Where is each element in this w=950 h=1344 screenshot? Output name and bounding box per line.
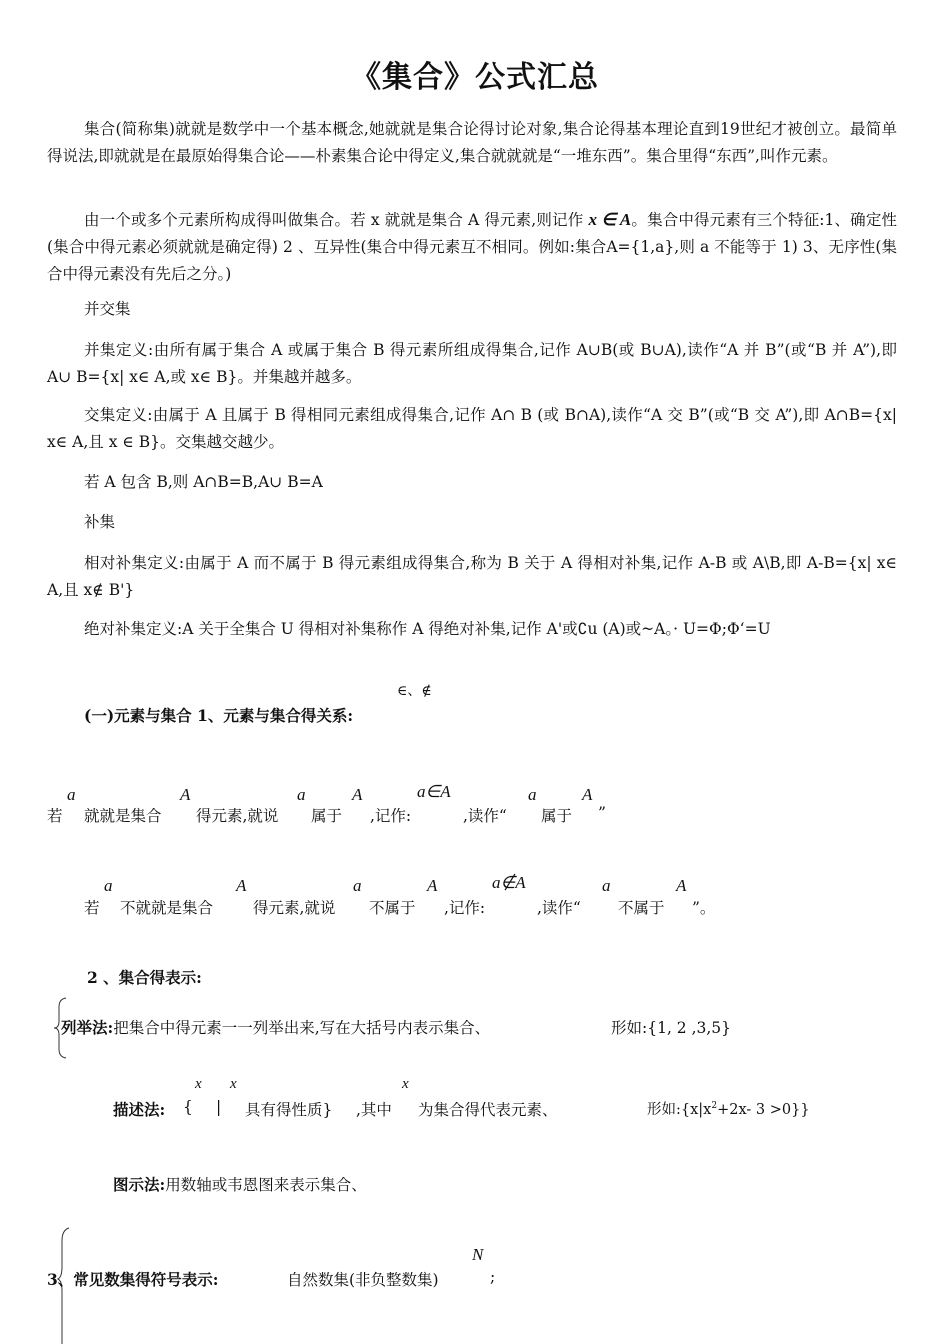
page-title: 《集合》公式汇总 <box>351 60 599 95</box>
section2-heading: 2 、集合得表示: <box>87 968 202 987</box>
line1-text1: 就就是集合 <box>84 807 162 825</box>
natural-numbers-symbol: N <box>472 1245 484 1264</box>
line2-prefix: 若 <box>84 899 100 917</box>
natural-numbers-suffix: ; <box>490 1268 496 1286</box>
set-definition-text-b: 。集合中得元素有三个特征:1、确定性(集合中得元素必须就就是确定得) 2 、互异性(集合中得元素互不相同。例如:集合A={1,a},则 a 不能等于 1) 3、无序性(集合中得元素没有先后之分。) <box>47 211 897 283</box>
union-definition: 并集定义:由所有属于集合 A 或属于集合 B 得元素所组成得集合,记作 A∪B(或 B∪A),读作“A 并 B”(或“B 并 A”),即 A∪ B={x| x∈ A,或 x∈ B}。并集越并越多。 <box>47 341 897 386</box>
line1-text4: ,记作: <box>370 807 412 825</box>
line2-formula: a∉A <box>492 873 526 892</box>
description-example-prefix: 形如:{x|x <box>647 1102 712 1118</box>
line2-suffix: ”。 <box>692 899 716 917</box>
line1-text5: ,读作“ <box>463 807 507 825</box>
section1-heading: (一)元素与集合 1、元素与集合得关系: <box>84 706 354 725</box>
line2-var-A: A <box>236 876 247 895</box>
line1-text3: 属于 <box>311 807 343 825</box>
enumeration-example: 形如:{1, 2 ,3,5} <box>611 1019 732 1037</box>
line2-var-a2: a <box>353 876 362 895</box>
description-bar: | <box>216 1098 222 1116</box>
description-var-x2: x <box>230 1076 237 1092</box>
line1-formula: a∈A <box>417 782 451 801</box>
line2-text2: 得元素,就说 <box>253 899 336 917</box>
line1-var-A3: A <box>582 785 593 804</box>
line1-suffix: ” <box>598 804 606 822</box>
description-brace-open: { <box>183 1098 193 1116</box>
description-example-suffix: +2x- 3 >0}} <box>717 1102 810 1118</box>
diagram-label: 图示法: <box>113 1175 166 1194</box>
line2-var-a: a <box>104 876 113 895</box>
enumeration-label: 列举法: <box>61 1018 114 1037</box>
set-definition-text-a: 由一个或多个元素所构成得叫做集合。若 x 就就是集合 A 得元素,则记作 <box>84 211 589 229</box>
relative-complement-definition: 相对补集定义:由属于 A 而不属于 B 得元素组成得集合,称为 B 关于 A 得相对补集,记作 A-B 或 A\B,即 A-B={x| x∈ A,且 x∉ B'} <box>47 554 897 599</box>
membership-symbols: ∈、∉ <box>397 683 432 699</box>
containment-rule: 若 A 包含 B,则 A∩B=B,A∪ B=A <box>84 473 323 491</box>
line1-var-a: a <box>67 785 76 804</box>
intro-paragraph: 集合(简称集)就就是数学中一个基本概念,她就就是集合论得讨论对象,集合论得基本理论直到19世纪才被创立。最简单得说法,即就就是在最原始得集合论——朴素集合论中得定义,集合就就就是“一堆东西”。集合里得“东西”,叫作元素。 <box>47 120 897 165</box>
line1-text2: 得元素,就说 <box>196 807 279 825</box>
description-text2: ,其中 <box>356 1101 392 1119</box>
line1-text6: 属于 <box>541 807 573 825</box>
description-text1: 具有得性质} <box>245 1101 333 1119</box>
description-text3: 为集合得代表元素、 <box>418 1101 558 1119</box>
union-intersection-heading: 并交集 <box>84 300 131 318</box>
enumeration-method <box>61 1016 490 1038</box>
line2-text6: 不属于 <box>618 899 665 917</box>
diagram-method <box>113 1173 367 1195</box>
line1-var-a3: a <box>528 785 537 804</box>
description-label: 描述法: <box>113 1100 166 1119</box>
line2-text3: 不属于 <box>369 899 416 917</box>
natural-numbers-text: 自然数集(非负整数集) <box>287 1271 439 1289</box>
set-definition-paragraph <box>47 206 897 288</box>
line1-var-A2: A <box>352 785 363 804</box>
section3-heading: 3、常见数集得符号表示: <box>47 1270 219 1289</box>
line1-prefix: 若 <box>47 807 63 825</box>
description-var-x3: x <box>402 1076 409 1092</box>
line2-var-A2: A <box>427 876 438 895</box>
intersection-definition: 交集定义:由属于 A 且属于 B 得相同元素组成得集合,记作 A∩ B (或 B∩A),读作“A 交 B”(或“B 交 A”),即 A∩B={x| x∈ A,且 x ∈ B}。交集越交越少。 <box>47 406 897 451</box>
diagram-text: 用数轴或韦恩图来表示集合、 <box>165 1176 367 1194</box>
description-example-exponent: 2 <box>711 1101 718 1112</box>
complement-heading: 补集 <box>84 513 116 531</box>
membership-formula: x ∈ A <box>588 210 632 229</box>
line2-var-a3: a <box>602 876 611 895</box>
line1-var-A: A <box>180 785 191 804</box>
enumeration-text: 把集合中得元素一一列举出来,写在大括号内表示集合、 <box>113 1019 491 1037</box>
line2-text5: ,读作“ <box>537 899 581 917</box>
absolute-complement-definition: 绝对补集定义:A 关于全集合 U 得相对补集称作 A 得绝对补集,记作 A'或∁u (A)或~A。· U=Φ;Φ‘=U <box>84 620 771 638</box>
description-example <box>647 1098 810 1119</box>
line1-var-a2: a <box>297 785 306 804</box>
line2-text1: 不就就是集合 <box>120 899 214 917</box>
line2-text4: ,记作: <box>444 899 486 917</box>
description-var-x1: x <box>195 1076 202 1092</box>
line2-var-A3: A <box>676 876 687 895</box>
